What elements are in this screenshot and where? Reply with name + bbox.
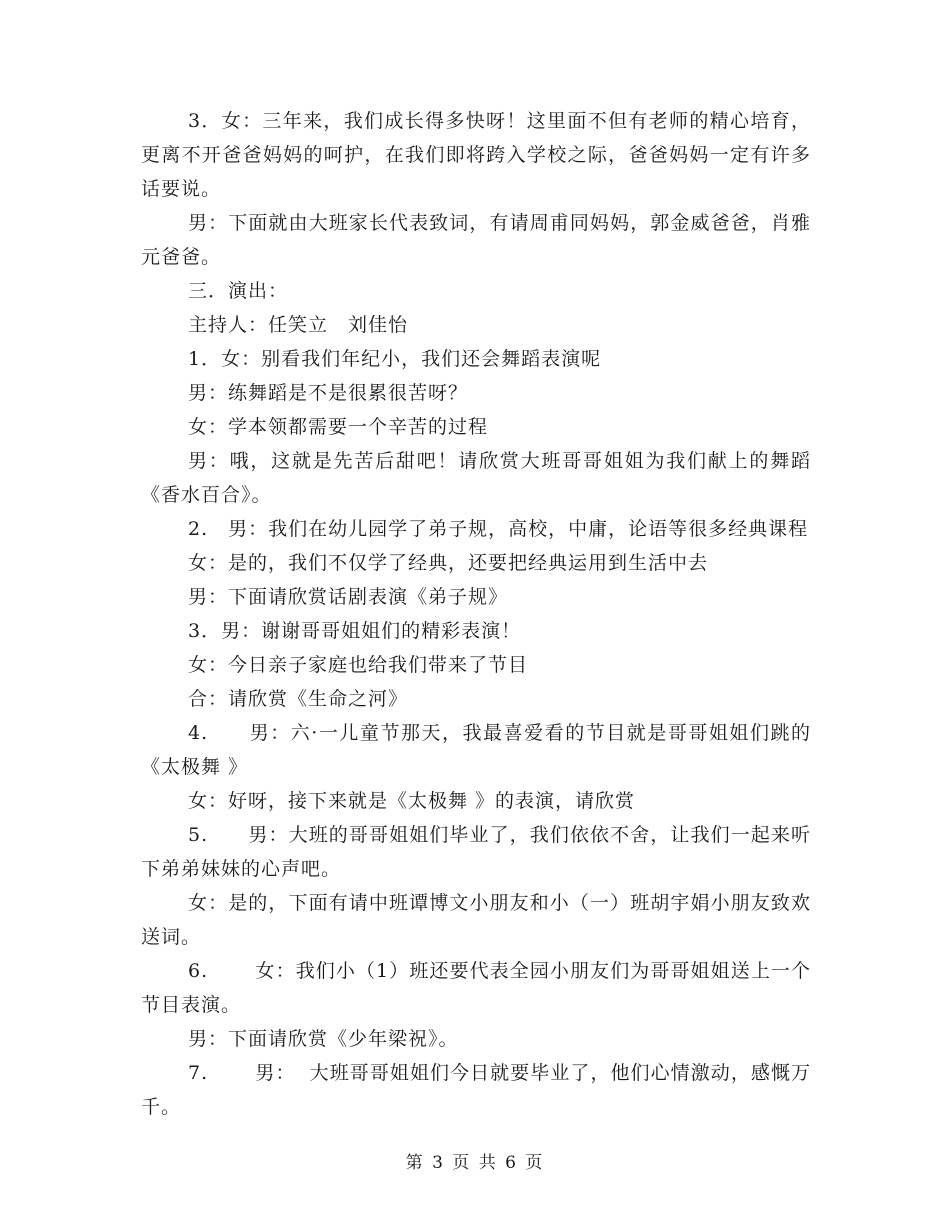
paragraph: 女：是的，下面有请中班谭博文小朋友和小（一）班胡宇娟小朋友致欢送词。 [141, 892, 811, 948]
paragraph: 女：今日亲子家庭也给我们带来了节目 [188, 654, 529, 676]
paragraph: 男：练舞蹈是不是很累很苦呀？ [188, 382, 469, 404]
paragraph: 2. 男：我们在幼儿园学了弟子规，高校，中庸，论语等很多经典课程 [188, 518, 809, 540]
paragraph: 4. 男：六·一儿童节那天，我最喜爱看的节目就是哥哥姐姐们跳的《太极舞 》 [141, 722, 811, 778]
paragraph: 男：下面请欣赏《少年梁祝》。 [188, 1028, 459, 1050]
paragraph: 合：请欣赏《生命之河》 [188, 688, 409, 710]
paragraph: 3．女：三年来，我们成长得多快呀！这里面不但有老师的精心培育，更离不开爸爸妈妈的呵护，在我们即将跨入学校之际，爸爸妈妈一定有许多话要说。 [141, 110, 811, 200]
paragraph: 女：学本领都需要一个辛苦的过程 [188, 416, 489, 438]
paragraph: 女：好呀，接下来就是《太极舞 》的表演，请欣赏 [188, 790, 636, 812]
paragraph: 女：是的，我们不仅学了经典，还要把经典运用到生活中去 [188, 552, 709, 574]
paragraph: 3．男：谢谢哥哥姐姐们的精彩表演！ [188, 620, 522, 642]
paragraph: 男：下面就由大班家长代表致词，有请周甫同妈妈，郭金威爸爸，肖雅元爸爸。 [141, 212, 811, 268]
paragraph: 5. 男：大班的哥哥姐姐们毕业了，我们依依不舍，让我们一起来听下弟弟妹妹的心声吧。 [141, 824, 811, 880]
paragraph: 7. 男： 大班哥哥姐姐们今日就要毕业了，他们心情激动，感慨万千。 [141, 1062, 811, 1118]
page-number-footer: 第 3 页 共 6 页 [405, 1153, 545, 1173]
section-heading: 三．演出： [188, 280, 289, 302]
paragraph: 男：哦，这就是先苦后甜吧！请欣赏大班哥哥姐姐为我们献上的舞蹈《香水百合》。 [141, 450, 811, 506]
paragraph: 1．女：别看我们年纪小，我们还会舞蹈表演呢 [188, 348, 602, 370]
paragraph: 6. 女：我们小（1）班还要代表全园小朋友们为哥哥姐姐送上一个节目表演。 [141, 960, 811, 1016]
paragraph: 男：下面请欣赏话剧表演《弟子规》 [188, 586, 509, 608]
document-body [141, 104, 811, 1124]
paragraph: 主持人：任笑立 刘佳怡 [188, 314, 409, 336]
